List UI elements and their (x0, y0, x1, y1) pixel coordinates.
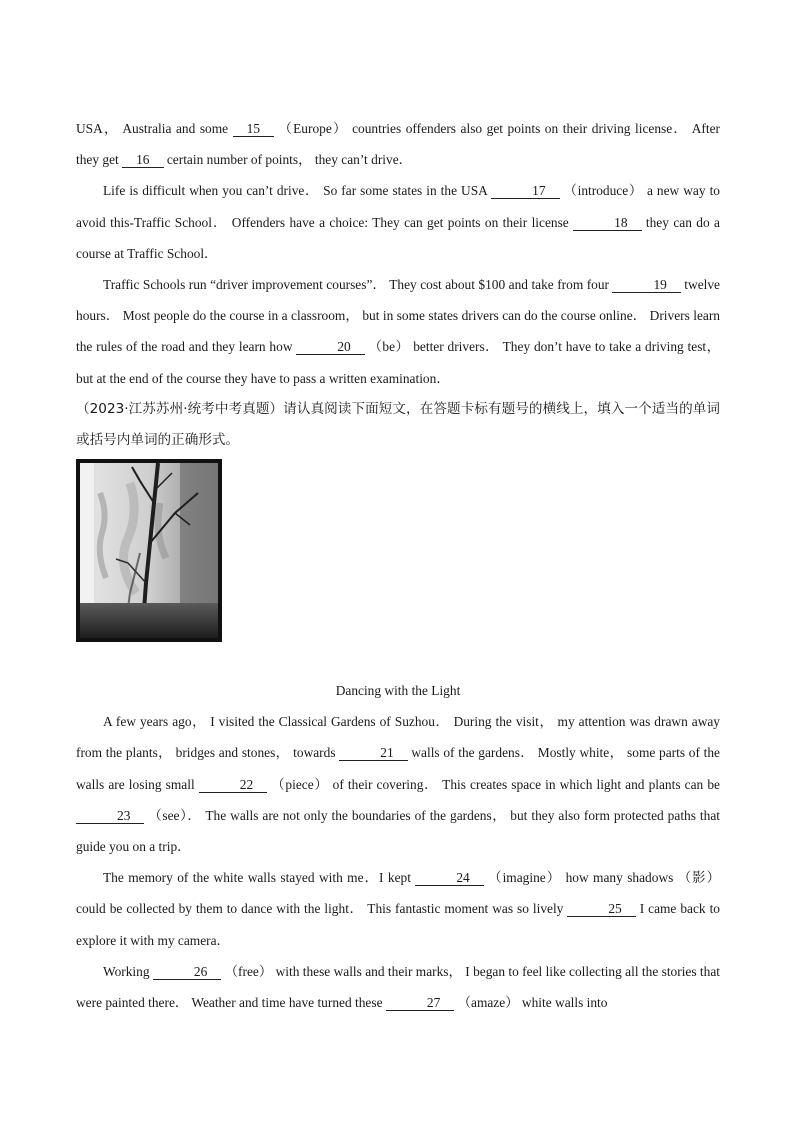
answer-blank-21[interactable]: 21 (339, 745, 407, 761)
answer-blank-19[interactable]: 19 (612, 277, 680, 293)
answer-blank-16[interactable]: 16 (122, 152, 163, 168)
photo-of-tree-shadow-on-wall-image (80, 463, 218, 638)
answer-blank-26[interactable]: 26 (153, 964, 221, 980)
answer-blank-20[interactable]: 20 (296, 339, 364, 355)
paragraph: USA， Australia and some 15 （Europe） countries offenders also get points on their driving license． After they get 16 certain number of points， they can’t drive． (76, 121, 720, 168)
answer-blank-27[interactable]: 27 (386, 995, 454, 1011)
exam-instruction: （2023·江苏苏州·统考中考真题）请认真阅读下面短文，在答题卡标有题号的横线上，填入一个适当的单词或括号内单词的正确形式。 (76, 400, 720, 449)
answer-blank-25[interactable]: 25 (567, 901, 635, 917)
passage-traffic-school (76, 113, 720, 456)
paragraph: The memory of the white walls stayed with me．I kept 24 （imagine） how many shadows （影） could be collected by them to dance with the light． This fantastic moment was so lively 25 I came back to explore it with my camera． (76, 870, 720, 948)
answer-blank-23[interactable]: 23 (76, 808, 144, 824)
answer-blank-17[interactable]: 17 (491, 183, 559, 199)
answer-blank-24[interactable]: 24 (415, 870, 483, 886)
answer-blank-18[interactable]: 18 (573, 215, 641, 231)
paragraph: A few years ago， I visited the Classical Gardens of Suzhou． During the visit， my attention was drawn away from the plants， bridges and stones， towards 21 walls of the gardens． Mostly white， some parts of the walls are losing small 22 （piece） of their covering． This creates space in which light and plants can be 23 （see）． The walls are not only the boundaries of the gardens， but they also form protected paths that guide you on a trip． (76, 714, 720, 855)
passage-dancing-with-light (76, 675, 720, 1018)
answer-blank-15[interactable]: 15 (233, 121, 274, 137)
passage-title: Dancing with the Light (335, 683, 461, 698)
tree-shadow-photo (76, 459, 222, 642)
paragraph: Traffic Schools run “driver improvement courses”． They cost about $100 and take from four 19 twelve hours． Most people do the course in a classroom， but in some states drivers can do the course online． Drivers learn the rules of the road and they learn how 20 （be） better drivers． They don’t have to take a driving test， but at the end of the course they have to pass a written examination． (76, 277, 721, 386)
paragraph: Life is difficult when you can’t drive． So far some states in the USA 17 （introduce） a new way to avoid this-Traffic School． Offenders have a choice: They can get points on their license 18 they can do a course at Traffic School． (76, 183, 720, 261)
answer-blank-22[interactable]: 22 (199, 777, 267, 793)
paragraph: Working 26 （free） with these walls and their marks， I began to feel like collecting all the stories that were painted there． Weather and time have turned these 27 （amaze） white walls into (76, 963, 720, 1011)
